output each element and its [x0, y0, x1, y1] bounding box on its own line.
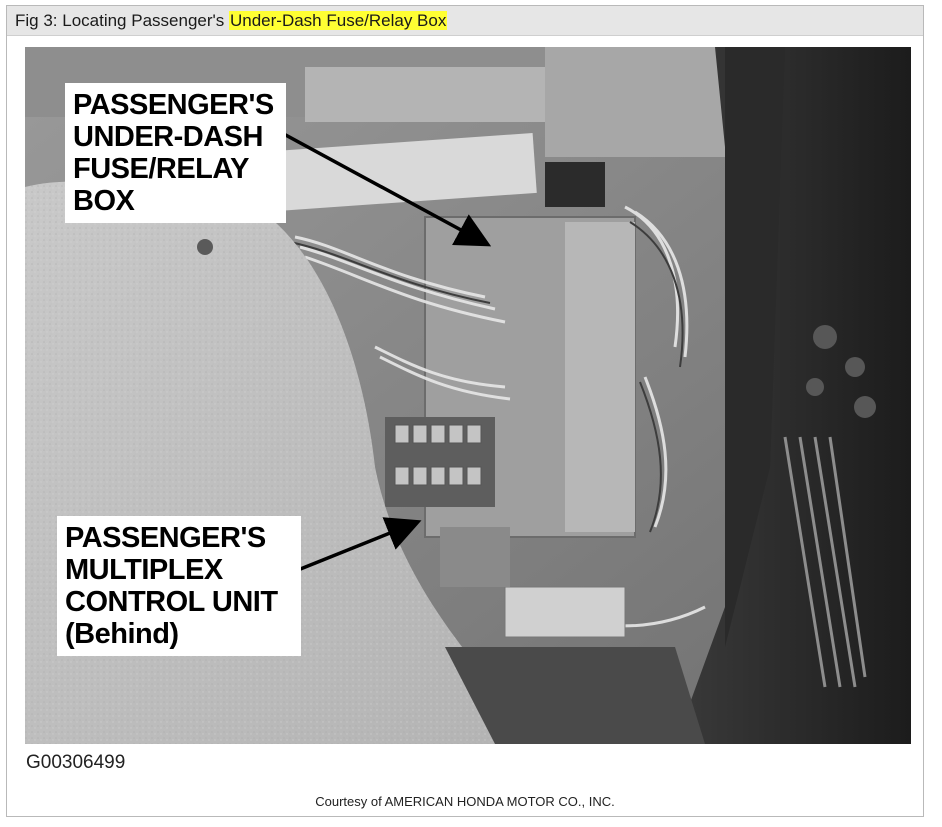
image-credit: Courtesy of AMERICAN HONDA MOTOR CO., INC.: [315, 794, 615, 809]
callout-multiplex-control-unit: PASSENGER'S MULTIPLEX CONTROL UNIT (Behind): [57, 516, 301, 656]
image-id: G00306499: [26, 752, 126, 773]
caption-text: Fig 3: Locating Passenger's: [15, 11, 229, 30]
caption-highlight: Under-Dash Fuse/Relay Box: [229, 11, 447, 30]
figure-caption: [7, 6, 923, 36]
figure-frame: [6, 5, 924, 817]
callout-fuse-relay-box: PASSENGER'S UNDER-DASH FUSE/RELAY BOX: [65, 83, 286, 223]
